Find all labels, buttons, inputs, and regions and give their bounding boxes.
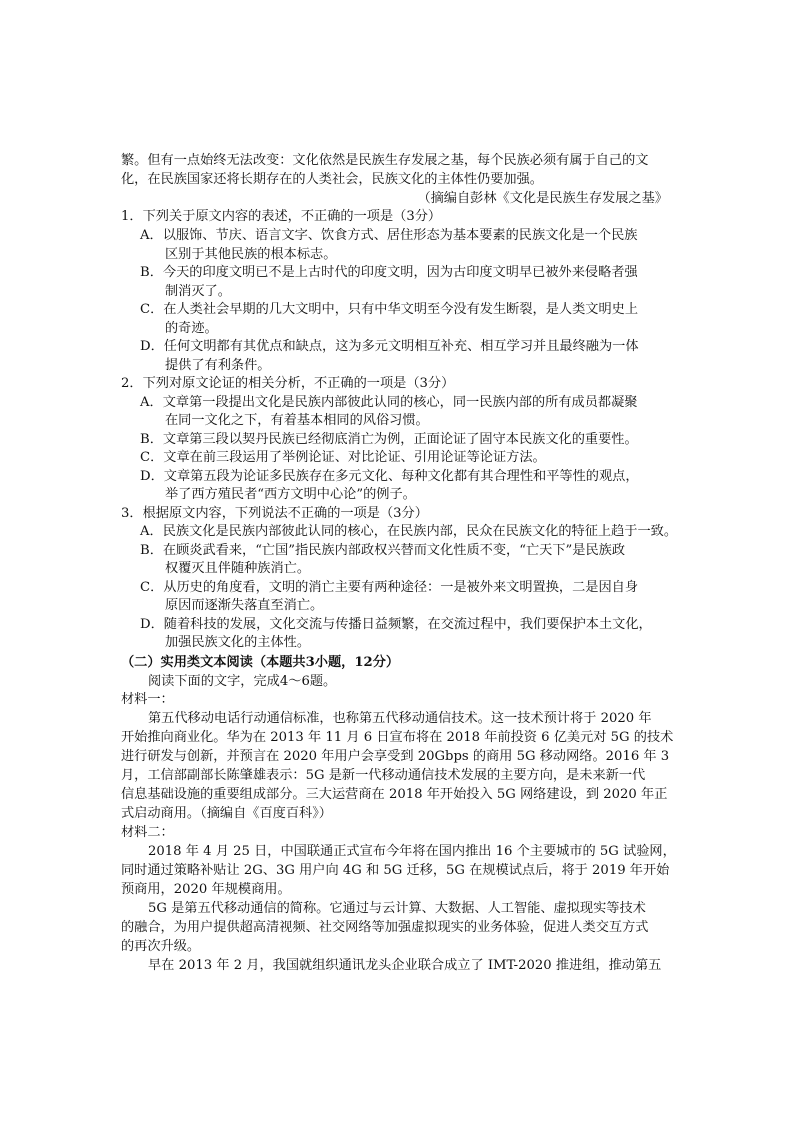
material-1-line-4: 月，工信部副部长陈肇雄表示：5G 是新一代移动通信技术发展的主要方向，是未来新一代	[121, 768, 646, 783]
material-1-line-1: 第五代移动电话行动通信标准，也称第五代移动通信技术。这一技术预计将于 2020 年	[148, 711, 652, 726]
q1-option-d: D．任何文明都有其优点和缺点，这为多元文明相互补充、相互学习并且最终融为一体	[140, 339, 639, 354]
q1-option-c-cont: 的奇迹。	[165, 321, 218, 336]
q1-option-b: B．今天的印度文明已不是上古时代的印度文明，因为古印度文明早已被外来侵略者强	[140, 265, 638, 280]
source-citation: （摘编自彭林《文化是民族生存发展之基》	[417, 191, 668, 206]
question-1-stem: 1．下列关于原文内容的表述，不正确的一项是（3分）	[121, 209, 442, 224]
q1-option-b-cont: 制消灭了。	[165, 284, 231, 299]
material-1-label: 材料一：	[121, 692, 174, 707]
material-1-line-5: 信息基础设施的重要组成部分。三大运营商在 2018 年开始投入 5G 网络建设，到 2020 年正	[121, 787, 668, 802]
material-2-line-4: 5G 是第五代移动通信的简称。它通过与云计算、大数据、人工智能、虚拟现实等技术	[148, 901, 646, 916]
q3-option-c: C．从历史的角度看，文明的消亡主要有两种途径：一是被外来文明置换，二是因自身	[140, 580, 639, 595]
material-2-line-1: 2018 年 4 月 25 日，中国联通正式宣布今年将在国内推出 16 个主要城市的 5G 试验网，	[148, 844, 676, 859]
q3-option-d-cont: 加强民族文化的主体性。	[165, 635, 311, 650]
q2-option-d-cont: 举了西方殖民者“西方文明中心论”的例子。	[165, 487, 416, 502]
q2-option-c: C．文章在前三段运用了举例论证、对比论证、引用论证等论证方法。	[140, 450, 546, 465]
material-1-line-2: 开始推向商业化。华为在 2013 年 11 月 6 日宣布将在 2018 年前投资 6 亿美元对 5G 的技术	[121, 730, 674, 745]
material-1-line-3: 进行研发与创新，并预言在 2020 年用户会享受到 20Gbps 的商用 5G 移动网络。2016 年 3	[121, 749, 670, 764]
q2-option-a-cont: 在同一文化之下，有着基本相同的风俗习惯。	[165, 413, 429, 428]
q1-option-d-cont: 提供了有利条件。	[165, 358, 271, 373]
intro-line-1: 繁。但有一点始终无法改变：文化依然是民族生存发展之基，每个民族必须有属于自己的文	[121, 153, 649, 168]
material-1-line-6: 式启动商用。（摘编自《百度百科》）	[121, 806, 332, 821]
q2-option-b: B．文章第三段以契丹民族已经彻底消亡为例，正面论证了固守本民族文化的重要性。	[140, 432, 638, 447]
section-2-heading: （二）实用类文本阅读（本题共3小题，12分）	[121, 655, 400, 670]
question-2-stem: 2．下列对原文论证的相关分析，不正确的一项是（3分）	[121, 376, 455, 391]
q3-option-d: D．随着科技的发展，文化交流与传播日益频繁，在交流过程中，我们要保护本土文化，	[140, 617, 652, 632]
q3-option-b-cont: 权覆灭且伴随种族消亡。	[165, 561, 311, 576]
q3-option-a: A．民族文化是民族内部彼此认同的核心，在民族内部，民众在民族文化的特征上趋于一致。	[140, 524, 678, 539]
q1-option-c: C．在人类社会早期的几大文明中，只有中华文明至今没有发生断裂，是人类文明史上	[140, 302, 639, 317]
q2-option-d: D．文章第五段为论证多民族存在多元文化、每种文化都有其合理性和平等性的观点，	[140, 469, 639, 484]
section-2-instruction: 阅读下面的文字，完成4～6题。	[148, 674, 337, 689]
material-2-line-5: 的融合，为用户提供超高清视频、社交网络等加强虚拟现实的业务体验，促进人类交互方式	[121, 920, 649, 935]
q1-option-a-cont: 区别于其他民族的根本标志。	[165, 247, 337, 262]
question-3-stem: 3．根据原文内容，下列说法不正确的一项是（3分）	[121, 506, 428, 521]
material-2-line-6: 的再次升级。	[121, 939, 201, 954]
intro-line-2: 化，在民族国家还将长期存在的人类社会，民族文化的主体性仍要加强。	[121, 172, 543, 187]
material-2-line-7: 早在 2013 年 2 月，我国就组织通讯龙头企业联合成立了 IMT-2020 推进组，推动第五	[148, 958, 662, 973]
q3-option-c-cont: 原因而逐渐失落直至消亡。	[165, 598, 324, 613]
q1-option-a: A．以服饰、节庆、语言文字、饮食方式、居住形态为基本要素的民族文化是一个民族	[140, 228, 638, 243]
material-2-line-2: 同时通过策略补贴让 2G、3G 用户向 4G 和 5G 迁移，5G 在规模试点后，将于 2019 年开始	[121, 863, 670, 878]
q2-option-a: A．文章第一段提出文化是民族内部彼此认同的核心，同一民族内部的所有成员都凝聚	[140, 395, 638, 410]
material-2-label: 材料二：	[121, 825, 174, 840]
q3-option-b: B．在顾炎武看来，“亡国”指民族内部政权兴替而文化性质不变，“亡天下”是民族政	[140, 543, 626, 558]
material-2-line-3: 预商用，2020 年规模商用。	[121, 882, 291, 897]
